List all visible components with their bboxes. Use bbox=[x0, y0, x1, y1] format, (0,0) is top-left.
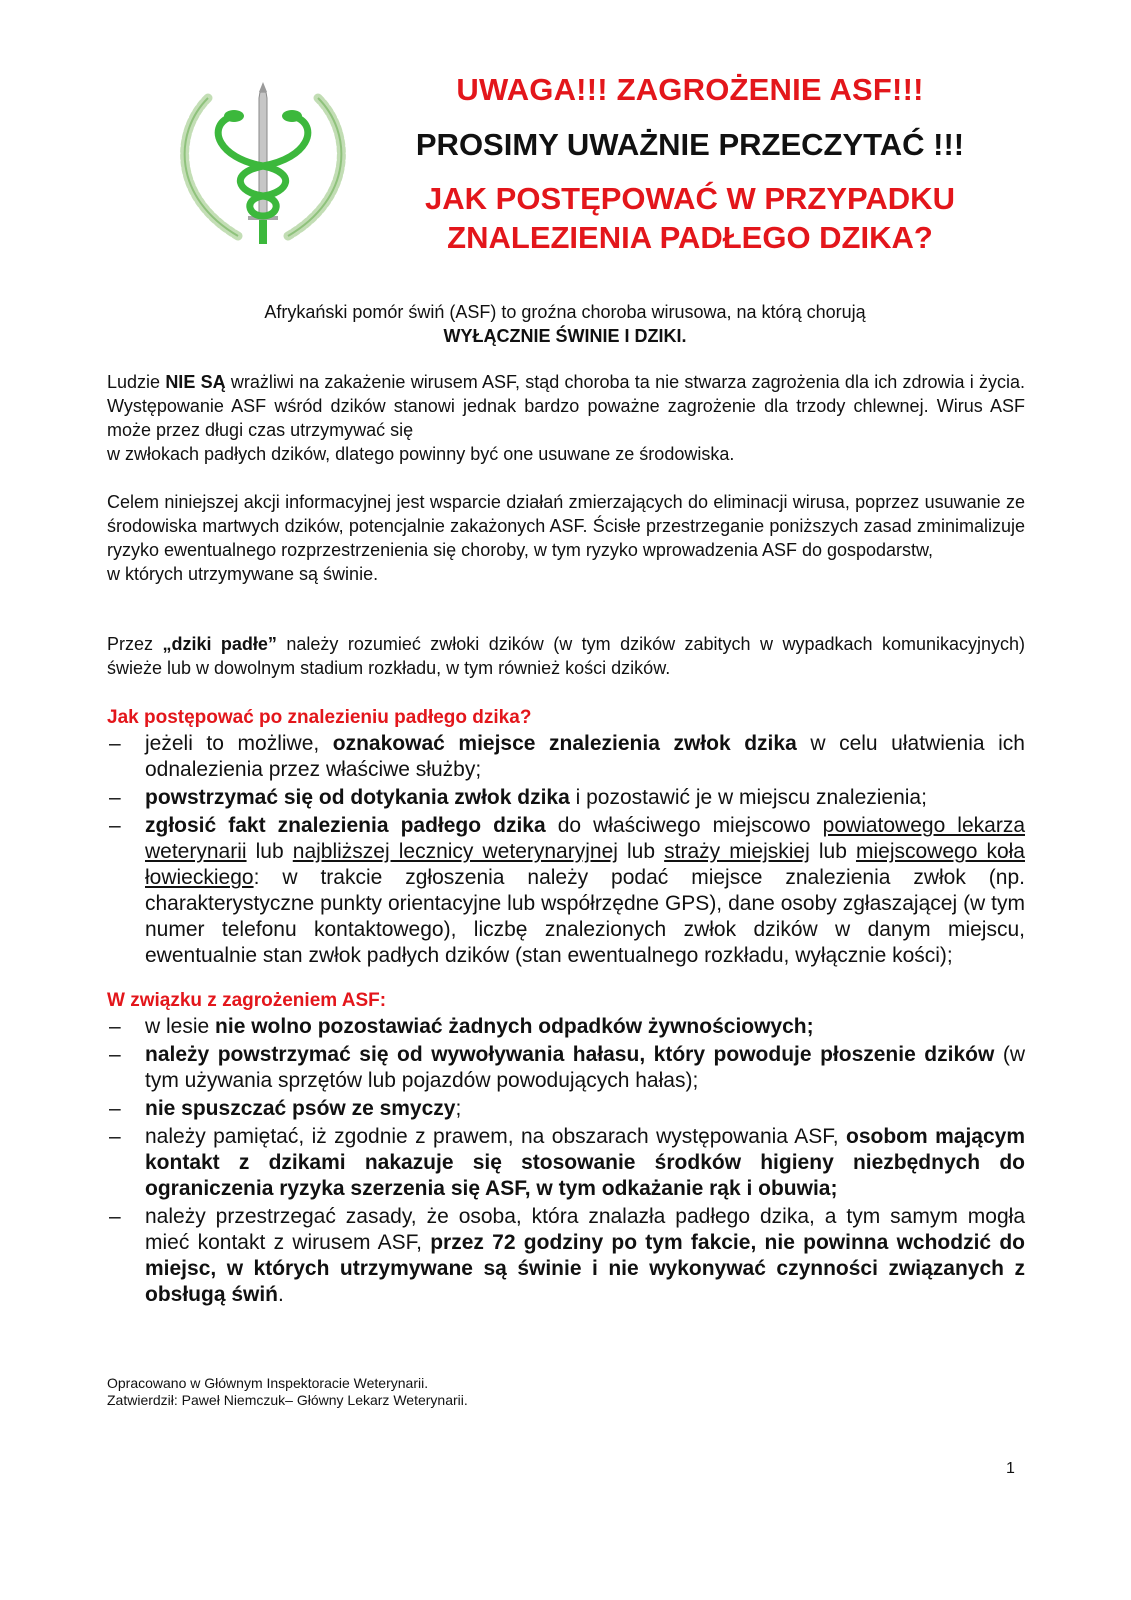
contact-municipal-guard: straży miejskiej bbox=[664, 840, 810, 863]
paragraph-definition bbox=[107, 632, 1025, 680]
list-item bbox=[107, 731, 1025, 783]
document-footer bbox=[107, 1375, 468, 1409]
list-item bbox=[107, 1124, 1025, 1202]
dash-bullet: – bbox=[109, 1205, 121, 1228]
intro-statement bbox=[100, 300, 1030, 348]
list-item bbox=[107, 1096, 1025, 1122]
page-number: 1 bbox=[1006, 1460, 1015, 1477]
dash-bullet: – bbox=[109, 786, 121, 809]
emphasis-text: NIE SĄ bbox=[165, 372, 226, 392]
text: . bbox=[278, 1283, 284, 1306]
veterinary-inspectorate-logo bbox=[168, 78, 358, 248]
caduceus-wreath-icon bbox=[168, 78, 358, 248]
list-item bbox=[107, 813, 1025, 969]
emphasis-text: „dziki padłe” bbox=[162, 634, 277, 654]
text: należy rozumieć zwłoki dzików (w tym dzików zabitych w wypadkach komunikacyjnych) świeże lub w dowolnym stadium rozkładu, w tym również kości dzików. bbox=[107, 634, 1025, 678]
emphasis-text: nie wolno pozostawiać żadnych odpadków żywnościowych; bbox=[215, 1015, 814, 1038]
text: Celem niniejszej akcji informacyjnej jest wsparcie działań zmierzających do eliminacji wirusa, poprzez usuwanie ze środowiska martwych dzików, potencjalnie zakażonych ASF. Ścisłe przestrzeganie poniższych zasad zminimalizuje ryzyko ewentualnego rozprzestrzenienia się choroby, w tym ryzyko wprowadzenia ASF do gospodarstw, bbox=[107, 492, 1025, 560]
paragraph-campaign-goal bbox=[107, 490, 1025, 586]
paragraph-humans-not-susceptible bbox=[107, 370, 1025, 466]
dash-bullet: – bbox=[109, 1097, 121, 1120]
rules-list bbox=[107, 1014, 1037, 1308]
text: do właściwego miejscowo bbox=[545, 814, 823, 837]
text: ; bbox=[455, 1097, 462, 1120]
text: w lesie bbox=[145, 1015, 216, 1038]
question-title-line1: JAK POSTĘPOWAĆ W PRZYPADKU bbox=[425, 181, 955, 216]
dash-bullet: – bbox=[109, 1125, 121, 1148]
page-header bbox=[380, 70, 1000, 257]
intro-line: Afrykański pomór świń (ASF) to groźna choroba wirusowa, na którą chorują bbox=[264, 302, 866, 322]
section-asf-threat-rules bbox=[107, 988, 1037, 1310]
dash-bullet: – bbox=[109, 1043, 121, 1066]
emphasis-text: zgłosić fakt znalezienia padłego dzika bbox=[145, 814, 546, 837]
section-heading: W związku z zagrożeniem ASF: bbox=[107, 990, 387, 1011]
list-item bbox=[107, 785, 1025, 811]
question-title-line2: ZNALEZIENIA PADŁEGO DZIKA? bbox=[447, 220, 933, 255]
contact-vet-officer: powiatowego lekarza weterynarii bbox=[145, 814, 1025, 863]
text: lub bbox=[617, 840, 665, 863]
contact-vet-clinic: najbliższej lecznicy weterynaryjnej bbox=[292, 840, 618, 863]
prepared-by: Opracowano w Głównym Inspektoracie Weterynarii. bbox=[107, 1375, 429, 1391]
text: należy pamiętać, iż zgodnie z prawem, na obszarach występowania ASF, bbox=[145, 1125, 847, 1148]
section-what-to-do bbox=[107, 705, 1037, 971]
text: w zwłokach padłych dzików, dlatego powinny być one usuwane ze środowiska. bbox=[107, 444, 735, 464]
section-heading: Jak postępować po znalezieniu padłego dzika? bbox=[107, 707, 532, 728]
contact-hunting-club: miejscowego koła łowieckiego bbox=[145, 840, 1025, 889]
text: lub bbox=[809, 840, 856, 863]
text: : w trakcie zgłoszenia należy podać miejsce znalezienia zwłok (np. charakterystyczne punkty orientacyjne lub współrzędne GPS), dane osoby zgłaszającej (w tym numer telefonu kontaktowego), liczbę znalezionych zwłok dzików w danym miejscu, ewentualnie stan zwłok padłych dzików (stan ewentualnego rozkładu, wyłącznie kości); bbox=[145, 866, 1025, 967]
read-carefully-title: PROSIMY UWAŻNIE PRZECZYTAĆ !!! bbox=[415, 127, 965, 162]
emphasis-text: osobom mającym kontakt z dzikami nakazuje się stosowanie środków higieny niezbędnych do ograniczenia ryzyka szerzenia się ASF, w tym odkażanie rąk i obuwia; bbox=[145, 1125, 1025, 1200]
list-item bbox=[107, 1014, 1025, 1040]
question-title bbox=[380, 179, 1000, 257]
warning-title: UWAGA!!! ZAGROŻENIE ASF!!! bbox=[456, 72, 924, 107]
text: Przez bbox=[107, 634, 163, 654]
emphasis-text: oznakować miejsce znalezienia zwłok dzika bbox=[332, 732, 797, 755]
emphasis-text: powstrzymać się od dotykania zwłok dzika bbox=[145, 786, 570, 809]
list-item bbox=[107, 1204, 1025, 1308]
dash-bullet: – bbox=[109, 1015, 121, 1038]
emphasis-text: przez 72 godziny po tym fakcie, nie powinna wchodzić do miejsc, w których utrzymywane są świnie i nie wykonywać czynności związanych z obsługą świń bbox=[145, 1231, 1025, 1306]
text: jeżeli to możliwe, bbox=[145, 732, 333, 755]
text: lub bbox=[246, 840, 293, 863]
approved-by: Zatwierdził: Paweł Niemczuk– Główny Lekarz Weterynarii. bbox=[107, 1392, 468, 1408]
text: i pozostawić je w miejscu znalezienia; bbox=[569, 786, 927, 809]
emphasis-text: nie spuszczać psów ze smyczy bbox=[145, 1097, 456, 1120]
text: w których utrzymywane są świnie. bbox=[107, 564, 379, 584]
text: w celu ułatwienia ich odnalezienia przez właściwe służby; bbox=[145, 732, 1025, 781]
intro-emphasis: WYŁĄCZNIE ŚWINIE I DZIKI. bbox=[443, 326, 687, 346]
dash-bullet: – bbox=[109, 732, 121, 755]
text: wrażliwi na zakażenie wirusem ASF, stąd choroba ta nie stwarza zagrożenia dla ich zdrowia i życia. Występowanie ASF wśród dzików stanowi jednak bardzo poważne zagrożenie dla trzody chlewnej. Wirus ASF może przez długi czas utrzymywać się bbox=[107, 372, 1026, 440]
text: Ludzie bbox=[107, 372, 166, 392]
emphasis-text: należy powstrzymać się od wywoływania hałasu, który powoduje płoszenie dzików bbox=[145, 1043, 995, 1066]
text: należy przestrzegać zasady, że osoba, która znalazła padłego dzika, a tym samym mogła mieć kontakt z wirusem ASF, bbox=[145, 1205, 1025, 1254]
dash-bullet: – bbox=[109, 814, 121, 837]
instruction-list bbox=[107, 731, 1037, 969]
list-item bbox=[107, 1042, 1025, 1094]
text: (w tym używania sprzętów lub pojazdów powodujących hałas); bbox=[145, 1043, 1026, 1092]
